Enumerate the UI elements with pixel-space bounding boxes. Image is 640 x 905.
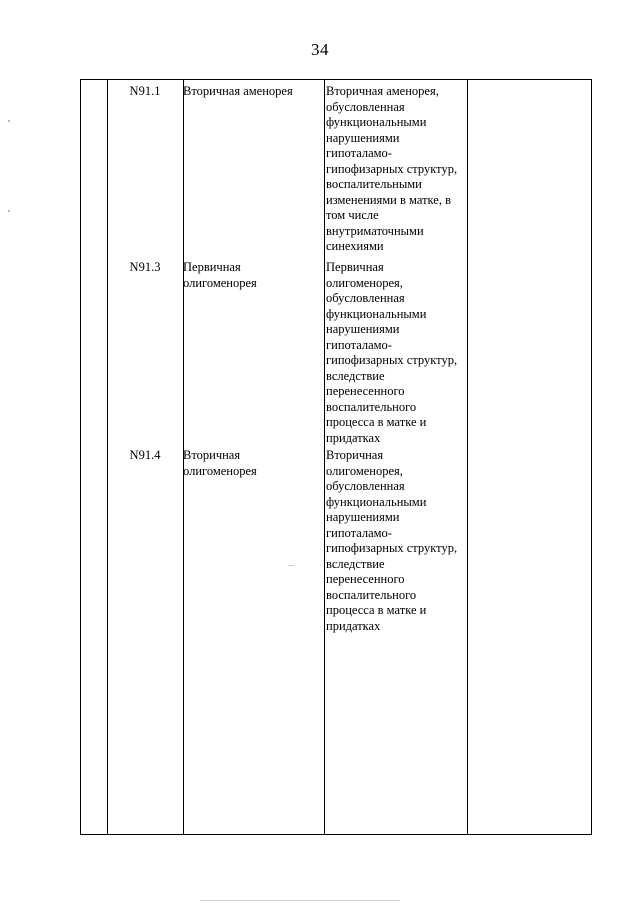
description-line: внутриматочными	[326, 223, 424, 238]
description-line: вследствие	[326, 368, 385, 383]
diagnosis-name	[183, 84, 320, 100]
description-line: процесса в матке и	[326, 603, 427, 617]
scan-speck	[8, 120, 10, 122]
column-divider	[324, 80, 325, 834]
description-line: гипофизарных структур,	[326, 161, 458, 176]
diagnosis-description	[326, 448, 462, 634]
diagnosis-name-line: Вторичная	[183, 448, 241, 462]
diagnosis-name-line: олигоменорея	[183, 275, 257, 290]
diagnosis-name	[183, 260, 320, 291]
description-line: придатках	[326, 430, 381, 445]
scan-speck	[288, 565, 294, 566]
description-line: нарушениями	[326, 130, 400, 145]
page-number: 34	[311, 40, 329, 59]
description-line: процесса в матке и	[326, 415, 427, 429]
diagnosis-description	[326, 84, 462, 255]
diagnosis-description	[326, 260, 462, 446]
description-line: функциональными	[326, 306, 427, 321]
diagnosis-code: N91.3	[129, 260, 161, 274]
description-line: воспалительного	[326, 399, 417, 414]
description-line: гипофизарных структур,	[326, 541, 458, 555]
description-line: воспалительными	[326, 177, 422, 191]
diagnosis-code: N91.4	[129, 448, 161, 462]
scan-speck	[8, 210, 10, 212]
description-line: воспалительного	[326, 587, 417, 602]
description-line: перенесенного	[326, 572, 405, 586]
description-line: функциональными	[326, 494, 427, 509]
diagnosis-name	[183, 448, 320, 479]
description-line: изменениями в матке, в	[326, 192, 451, 207]
description-line: Вторичная аменорея,	[326, 84, 439, 98]
description-line: олигоменорея,	[326, 275, 403, 290]
description-line: нарушениями	[326, 510, 400, 524]
description-line: функциональными	[326, 115, 427, 129]
description-line: придатках	[326, 618, 381, 633]
description-line: Вторичная	[326, 448, 384, 462]
diagnosis-name-line: олигоменорея	[183, 463, 257, 478]
description-line: обусловленная	[326, 479, 405, 493]
description-line: перенесенного	[326, 384, 405, 398]
description-line: вследствие	[326, 556, 385, 571]
description-line: гипофизарных структур,	[326, 353, 458, 367]
description-line: том числе	[326, 208, 379, 222]
description-line: Первичная	[326, 260, 384, 274]
column-divider	[467, 80, 468, 834]
description-line: нарушениями	[326, 322, 400, 336]
description-line: обусловленная	[326, 99, 405, 114]
scan-edge-line	[200, 900, 400, 901]
description-line: гипоталамо-	[326, 337, 392, 352]
description-line: синехиями	[326, 239, 384, 253]
description-line: обусловленная	[326, 291, 405, 305]
diagnosis-code: N91.1	[129, 84, 161, 98]
description-line: гипоталамо-	[326, 525, 392, 540]
diagnosis-name-line: Первичная	[183, 260, 241, 274]
diagnosis-name-line: Вторичная аменорея	[183, 84, 293, 98]
description-line: гипоталамо-	[326, 146, 392, 160]
description-line: олигоменорея,	[326, 463, 403, 478]
diagnosis-table	[80, 79, 592, 835]
